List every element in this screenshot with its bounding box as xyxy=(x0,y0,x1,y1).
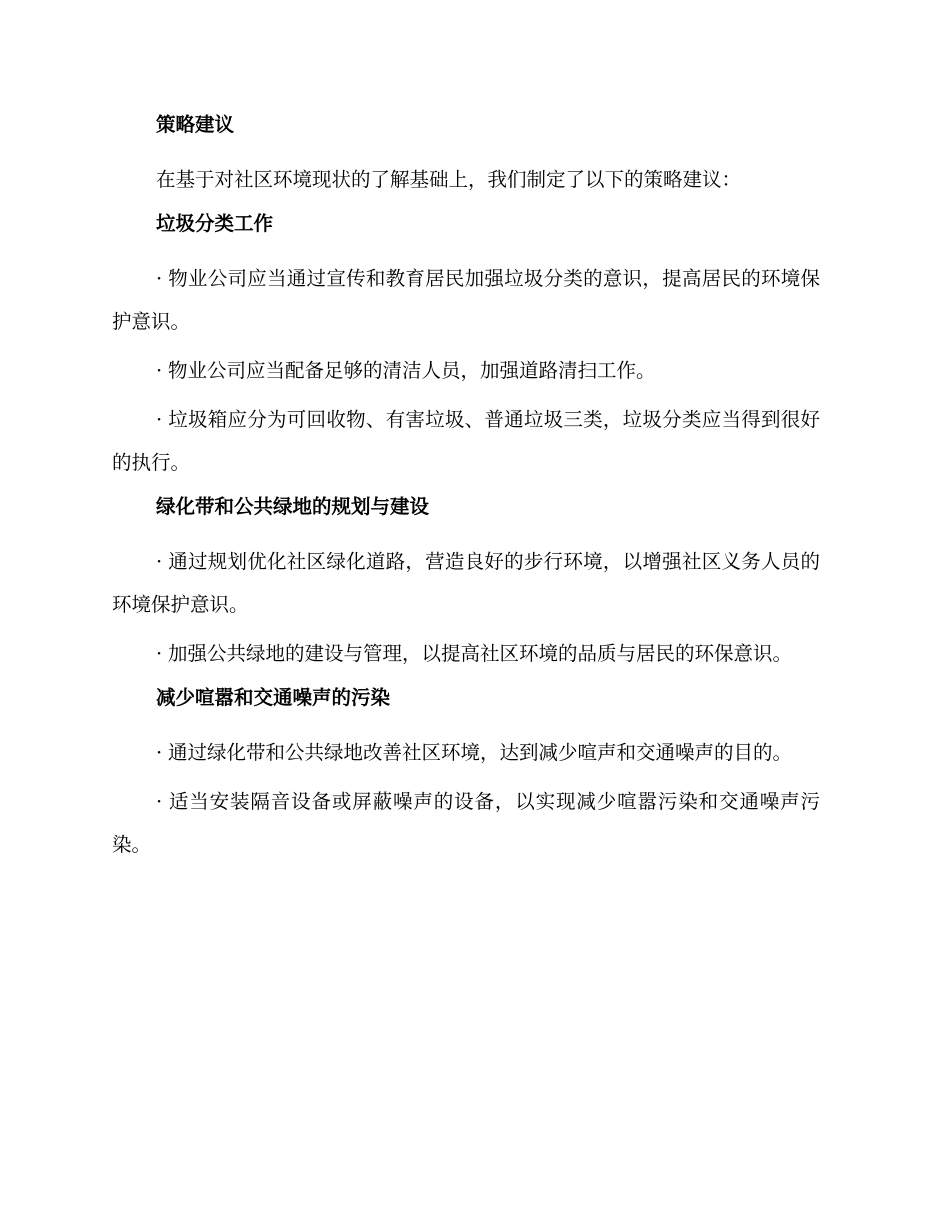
bullet-item xyxy=(112,632,820,675)
bullet-symbol: · xyxy=(156,267,163,290)
section-heading-greenbelt: 绿化带和公共绿地的规划与建设 xyxy=(156,495,430,518)
bullet-item xyxy=(112,398,820,484)
bullet-symbol: · xyxy=(156,741,163,764)
bullet-item xyxy=(112,349,820,392)
section-heading-noise: 减少喧嚣和交通噪声的污染 xyxy=(156,686,391,709)
bullet-symbol: · xyxy=(156,408,163,431)
bullet-item xyxy=(112,780,820,866)
section-heading-strategy: 策略建议 xyxy=(156,113,235,136)
bullet-symbol: · xyxy=(156,790,163,813)
bullet-text: 加强公共绿地的建设与管理，以提高社区环境的品质与居民的环保意识。 xyxy=(168,642,793,665)
bullet-text: 垃圾箱应分为可回收物、有害垃圾、普通垃圾三类，垃圾分类应当得到很好的执行。 xyxy=(112,408,820,474)
bullet-text: 通过绿化带和公共绿地改善社区环境，达到减少喧声和交通噪声的目的。 xyxy=(168,741,793,764)
bullet-text: 通过规划优化社区绿化道路，营造良好的步行环境，以增强社区义务人员的环境保护意识。 xyxy=(112,550,820,616)
bullet-text: 物业公司应当配备足够的清洁人员，加强道路清扫工作。 xyxy=(168,359,656,382)
bullet-symbol: · xyxy=(156,642,163,665)
intro-paragraph: 在基于对社区环境现状的了解基础上，我们制定了以下的策略建议： xyxy=(156,168,742,191)
bullet-symbol: · xyxy=(156,359,163,382)
bullet-item xyxy=(112,731,820,774)
bullet-item xyxy=(112,540,820,626)
section-heading-waste-sorting: 垃圾分类工作 xyxy=(156,212,274,235)
bullet-text: 适当安装隔音设备或屏蔽噪声的设备，以实现减少喧嚣污染和交通噪声污染。 xyxy=(112,790,820,856)
document-page xyxy=(112,108,820,872)
bullet-text: 物业公司应当通过宣传和教育居民加强垃圾分类的意识，提高居民的环境保护意识。 xyxy=(112,267,820,333)
bullet-item xyxy=(112,257,820,343)
bullet-symbol: · xyxy=(156,550,163,573)
